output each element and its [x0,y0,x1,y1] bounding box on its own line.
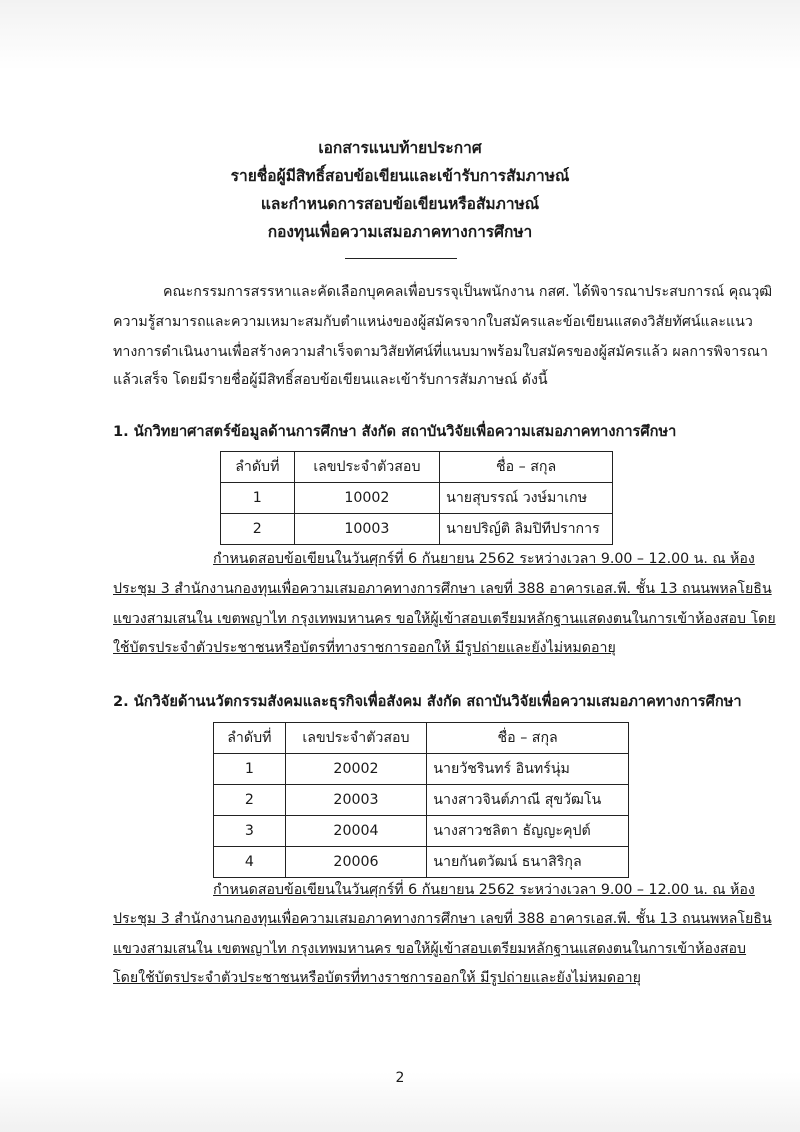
cell-name: นางสาวชลิตา ธัญญะคุปต์ [427,816,629,847]
cell-name: นายวัชรินทร์ อินทร์นุ่ม [427,754,629,785]
candidate-table-2 [213,722,629,878]
cell-exam-id: 10003 [294,514,440,545]
cell-exam-id: 20003 [285,785,427,816]
table-row [214,847,629,878]
cell-name: นายปริญ์ติ ลิมปิทีปราการ [440,514,613,545]
doc-title-line-2: รายชื่อผู้มีสิทธิ์สอบข้อเขียนและเข้ารับการสัมภาษณ์ [230,167,570,185]
section-1-schedule-line-4: ใช้บัตรประจำตัวประชาชนหรือบัตรที่ทางราชการออกให้ มีรูปถ่ายและยังไม่หมดอายุ [113,640,616,656]
cell-name: นายสุบรรณ์ วงษ์มาเกษ [440,483,613,514]
section-1-schedule-line-3: แขวงสามเสนใน เขตพญาไท กรุงเทพมหานคร ขอให้ผู้เข้าสอบเตรียมหลักฐานแสดงตนในการเข้าห้องสอบ โดย [113,611,776,627]
table-row [221,514,613,545]
section-2-title: 2. นักวิจัยด้านนวัตกรรมสังคมและธุรกิจเพื่อสังคม สังกัด สถาบันวิจัยเพื่อความเสมอภาคทางการศึกษา [113,693,742,710]
col-header-name: ชื่อ – สกุล [440,452,613,483]
section-1-schedule-line-1: กำหนดสอบข้อเขียนในวันศุกร์ที่ 6 กันยายน 2562 ระหว่างเวลา 9.00 – 12.00 น. ณ ห้อง [213,551,755,567]
cell-exam-id: 20004 [285,816,427,847]
cell-order: 1 [221,483,295,514]
table-row [221,483,613,514]
section-2-schedule-line-4: โดยใช้บัตรประจำตัวประชาชนหรือบัตรที่ทางราชการออกให้ มีรูปถ่ายและยังไม่หมดอายุ [113,970,641,986]
intro-line-3: ทางการดำเนินงานเพื่อสร้างความสำเร็จตามวิสัยทัศน์ที่แนบมาพร้อมใบสมัครของผู้สมัครแล้ว ผลการพิจารณา [113,344,768,360]
intro-line-2: ความรู้สามารถและความเหมาะสมกับตำแหน่งของผู้สมัครจากใบสมัครและข้อเขียนแสดงวิสัยทัศน์และแนว [113,314,753,330]
intro-line-4: แล้วเสร็จ โดยมีรายชื่อผู้มีสิทธิ์สอบข้อเขียนและเข้ารับการสัมภาษณ์ ดังนี้ [113,372,548,388]
doc-title-line-4: กองทุนเพื่อความเสมอภาคทางการศึกษา [267,223,533,241]
table-row [214,785,629,816]
page-number: 2 [395,1070,405,1086]
section-2-schedule-line-3: แขวงสามเสนใน เขตพญาไท กรุงเทพมหานคร ขอให้ผู้เข้าสอบเตรียมหลักฐานแสดงตนในการเข้าห้องสอบ [113,941,747,957]
cell-order: 2 [214,785,286,816]
table-header-row [221,452,613,483]
section-1-schedule-line-2: ประชุม 3 สำนักงานกองทุนเพื่อความเสมอภาคทางการศึกษา เลขที่ 388 อาคารเอส.พี. ชั้น 13 ถนนพหลโยธิน [113,581,772,597]
doc-title-line-3: และกำหนดการสอบข้อเขียนหรือสัมภาษณ์ [260,195,540,213]
cell-order: 3 [214,816,286,847]
section-2-schedule-line-2: ประชุม 3 สำนักงานกองทุนเพื่อความเสมอภาคทางการศึกษา เลขที่ 388 อาคารเอส.พี. ชั้น 13 ถนนพหลโยธิน [113,911,772,927]
cell-exam-id: 10002 [294,483,440,514]
cell-order: 2 [221,514,295,545]
cell-name: นางสาวจินต์ภาณี สุขวัฒโน [427,785,629,816]
candidate-table-1 [220,451,613,545]
cell-name: นายกันตวัฒน์ ธนาสิริกุล [427,847,629,878]
table-header-row [214,723,629,754]
cell-order: 4 [214,847,286,878]
section-1-title: 1. นักวิทยาศาสตร์ข้อมูลด้านการศึกษา สังกัด สถาบันวิจัยเพื่อความเสมอภาคทางการศึกษา [113,423,677,440]
section-2-schedule-line-1: กำหนดสอบข้อเขียนในวันศุกร์ที่ 6 กันยายน 2562 ระหว่างเวลา 9.00 – 12.00 น. ณ ห้อง [213,882,755,898]
table-row [214,816,629,847]
table-row [214,754,629,785]
intro-line-1: คณะกรรมการสรรหาและคัดเลือกบุคคลเพื่อบรรจุเป็นพนักงาน กสศ. ได้พิจารณาประสบการณ์ คุณวุฒิ [163,284,773,300]
col-header-order: ลำดับที่ [214,723,286,754]
col-header-name: ชื่อ – สกุล [427,723,629,754]
doc-title-line-1: เอกสารแนบท้ายประกาศ [318,139,482,157]
cell-exam-id: 20006 [285,847,427,878]
cell-order: 1 [214,754,286,785]
cell-exam-id: 20002 [285,754,427,785]
title-divider [345,258,457,259]
col-header-order: ลำดับที่ [221,452,295,483]
col-header-exam-id: เลขประจำตัวสอบ [294,452,440,483]
col-header-exam-id: เลขประจำตัวสอบ [285,723,427,754]
